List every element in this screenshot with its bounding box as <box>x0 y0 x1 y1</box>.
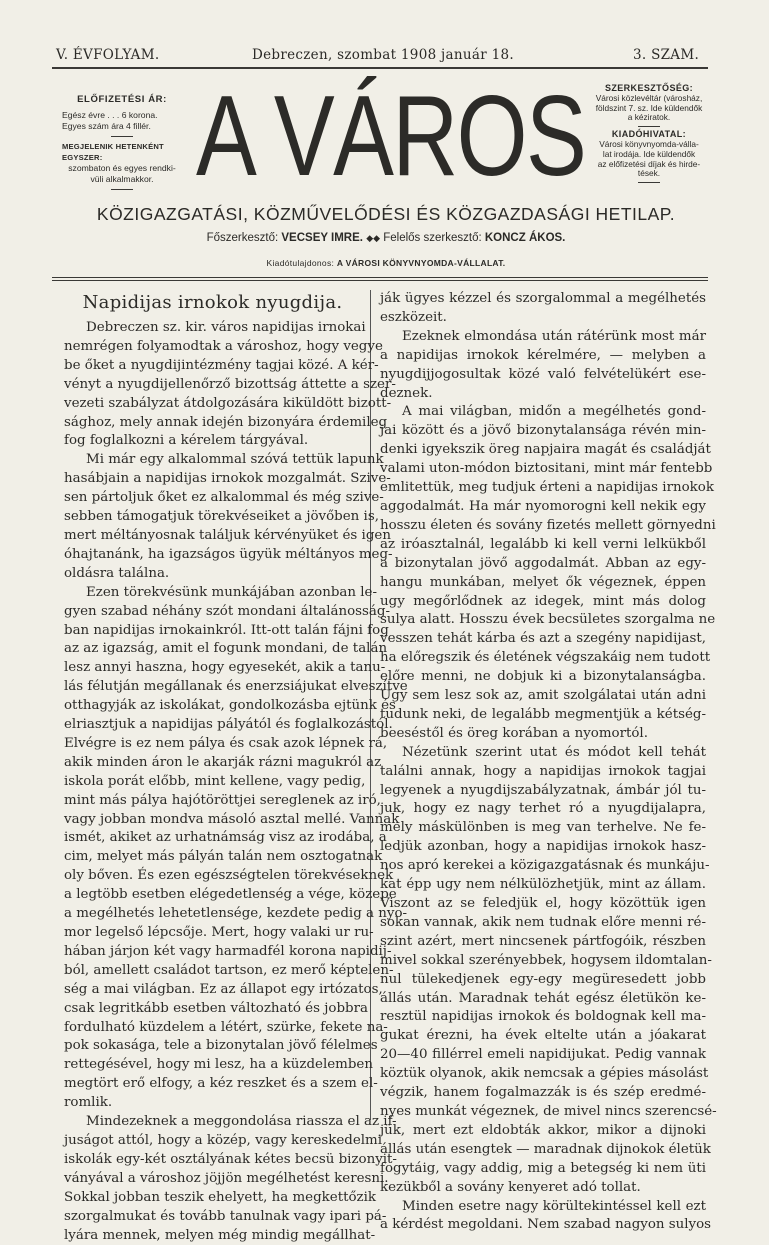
editorial-line: Városi közlevéltár (városház, <box>588 94 710 104</box>
article-line: mert méltányosnak találjuk kérvényüket és igen <box>64 527 361 546</box>
subscription-box <box>62 94 182 194</box>
subscription-line: Egész évre . . . 6 korona. <box>62 110 182 121</box>
article-line: mint más pálya hajótöröttjei sereglenek az iró, <box>64 792 361 811</box>
article-line: eszközeit. <box>380 309 706 328</box>
article-line: juk, hogy ez nagy terhet ró a nyugdijalapra, <box>380 800 706 819</box>
article-line: jük, mert ezt eldobták akkor, mikor a dijnoki <box>380 1122 706 1141</box>
article-line: sághoz, mely annak idején bizonyára érdemileg <box>64 414 361 433</box>
office-line: tések. <box>588 169 710 179</box>
header-rule <box>52 280 708 281</box>
article-line: hában járjon két vagy harmadfél korona napidij- <box>64 943 361 962</box>
article-line: tudunk neki, de legalább megmentjük a kétség- <box>380 706 706 725</box>
article-line: Mindezeknek a meggondolása riassza el az if- <box>64 1113 361 1132</box>
paper-subtitle: KÖZIGAZGATÁSI, KÖZMŰVELŐDÉSI ÉS KÖZGAZDASÁGI HETILAP. <box>46 204 726 225</box>
office-line: lat irodája. Ide küldendők <box>588 150 710 160</box>
article-line: ványával a városhoz jöjjön megélhetést keresni. <box>64 1170 361 1189</box>
article-line: lás félutján megállanak és enerzsiájukat elveszítve <box>64 678 361 697</box>
article-line: otthagyják az iskolákat, gondolkozásba ejtünk és <box>64 697 361 716</box>
article-line: szorgalmukat és tovább tanulnak vagy ipari pá- <box>64 1208 361 1227</box>
article-line: iskola porát előbb, mint kellene, vagy pedig, <box>64 773 361 792</box>
article-line: az az igazság, amit el fogunk mondani, de talán <box>64 640 361 659</box>
subscription-line: Egyes szám ára 4 fillér. <box>62 121 182 132</box>
article-line: nyes munkát végeznek, de mivel nincs szerencsé- <box>380 1103 706 1122</box>
article-line: Nézetünk szerint utat és módot kell tehát <box>380 744 706 763</box>
article-line: ugy megőrlődnek az idegek, mint más dolog <box>380 593 706 612</box>
article-line: iskolák egy-két osztályának kétes becsü bizonyit- <box>64 1151 361 1170</box>
article-line: a kérdést megoldani. Nem szabad nagyon sulyos <box>380 1216 706 1235</box>
article-line: Sokkal jobban teszik ehelyett, ha megkettőzik <box>64 1189 361 1208</box>
masthead-title: A VÁROS <box>196 82 492 192</box>
divider <box>111 189 133 190</box>
article-line: lyára mennek, melyen még mindig megállhat- <box>64 1227 361 1245</box>
editorial-heading: SZERKESZTŐSÉG: <box>588 84 710 94</box>
editorial-line: a kéziratok. <box>588 113 710 123</box>
article-line: legyenek a nyugdijszabályzatnak, ámbár jól tu- <box>380 782 706 801</box>
article-line: Minden esetre nagy körültekintéssel kell ezt <box>380 1198 706 1217</box>
issue-number: 3. SZAM. <box>633 47 699 63</box>
article-line: nemrégen folyamodtak a városhoz, hogy vegye <box>64 338 361 357</box>
article-line: romlik. <box>64 1094 361 1113</box>
publisher-label: Kiadótulajdonos: <box>267 258 335 268</box>
article-line: beeséstől és öreg korában a nyomortól. <box>380 725 706 744</box>
article-line: sokan vannak, akik nem tudnak előre menni ré- <box>380 914 706 933</box>
article-line: szint azért, mert nincsenek pártfogóik, részben <box>380 933 706 952</box>
article-line: Ezen törekvésünk munkájában azonban le- <box>64 584 361 603</box>
subscription-line: vüli alkalmakkor. <box>62 174 182 185</box>
article-line: ledjük azonban, hogy a napidijas irnokok hasz- <box>380 838 706 857</box>
article-line: be őket a nyugdijintézmény tagjai közé. A kér- <box>64 357 361 376</box>
article-line: fogytáig, vagy addig, mig a betegség ki nem üti <box>380 1160 706 1179</box>
divider <box>638 182 660 183</box>
article-line: ból, amellett családot tartson, ez merő képtelen- <box>64 962 361 981</box>
article-line: denki igyekszik öreg napjaira magát és családját <box>380 441 706 460</box>
article-line: Debreczen sz. kir. város napidijas irnokai <box>64 319 361 338</box>
article-line: mor legelső lépcsője. Mert, hogy valaki ur ru- <box>64 924 361 943</box>
article-line: végzik, hanem fogalmazzák is és szép eredmé- <box>380 1084 706 1103</box>
article-line: Ugy sem lesz sok az, amit szolgálatai után adni <box>380 687 706 706</box>
article-line: vagy jobban mondva másoló asztal mellé. Vannak <box>64 811 361 830</box>
divider <box>638 126 660 127</box>
article-line: kat épp ugy nem nélkülözhetjük, mint az állam. <box>380 876 706 895</box>
subscription-heading: ELŐFIZETÉSI ÁR: <box>62 94 182 105</box>
volume-label: V. ÉVFOLYAM. <box>56 47 159 63</box>
article-line: ség a mai világban. Ez az állapot egy irtózatos, <box>64 981 361 1000</box>
top-rule <box>52 67 708 69</box>
article-line: a bizonytalan jövő aggodalmát. Abban az egy- <box>380 555 706 574</box>
article-line: aggodalmát. Ha már nyomorogni kell nekik egy <box>380 498 706 517</box>
article-line: rettegésével, hogy mi lesz, ha a küzdelemben <box>64 1056 361 1075</box>
article-line: ják ügyes kézzel és szorgalommal a megélhetés <box>380 290 706 309</box>
article-line: a napidijas irnokok kérelmére, — melyben a <box>380 347 706 366</box>
dateline: Debreczen, szombat 1908 január 18. <box>252 47 514 63</box>
article-line: megtört erő elfogy, a kéz reszket és a szem el- <box>64 1075 361 1094</box>
article-line: az iróasztalnál, legalább ki kell verni lelkükből <box>380 536 706 555</box>
separator-ornament: ◆◆ <box>366 233 380 243</box>
article-line: kezükből a sovány kenyeret adó tollat. <box>380 1179 706 1198</box>
article-line: találni annak, hogy a napidijas irnokok tagjai <box>380 763 706 782</box>
article-line: Viszont az se feledjük el, hogy közöttük igen <box>380 895 706 914</box>
article-line: akik minden áron le akarják rázni magukról az <box>64 754 361 773</box>
article-line: oldásra találna. <box>64 565 361 584</box>
article-line: vényt a nyugdijellenőrző bizottság áttette a szer- <box>64 376 361 395</box>
article-line: sulya alatt. Hosszu évek becsületes szorgalma ne <box>380 611 706 630</box>
article-line: nos apró kerekei a közigazgatásnak és munkáju- <box>380 857 706 876</box>
article-line: vezeti szabályzat átdolgozására kiküldött bizott- <box>64 395 361 414</box>
editorial-line: földszint 7. sz. Ide küldendők <box>588 104 710 114</box>
article-line: 20—40 fillérrel emeli napidijukat. Pedig vannak <box>380 1046 706 1065</box>
article-line: cim, melyet más pályán talán nem osztogatnak <box>64 848 361 867</box>
resp-editor-name: KONCZ ÁKOS. <box>485 232 566 244</box>
frequency-heading: MEGJELENIK HETENKÉNT EGYSZER: <box>62 141 182 163</box>
publisher-name: A VÁROSI KÖNYVNYOMDA-VÁLLALAT. <box>337 258 506 268</box>
article-line: jai között és a jövő bizonytalansága révén min- <box>380 422 706 441</box>
article-line: hasábjain a napidijas irnokok mozgalmát. Szive- <box>64 470 361 489</box>
article-line: emlitettük, meg tudjuk érteni a napidijas irnokok <box>380 479 706 498</box>
article-line: sen pártoljuk őket ez alkalommal és még szive- <box>64 489 361 508</box>
article-line: állás után. Maradnak tehát egész életükön ke- <box>380 990 706 1009</box>
article-line: oly bőven. És ezen egészségtelen törekvéseknek <box>64 867 361 886</box>
article-right-column <box>380 290 706 1235</box>
article-line: valami uton-módon biztositani, mint már fentebb <box>380 460 706 479</box>
divider <box>111 136 133 137</box>
publisher-line <box>46 258 726 268</box>
article-line: hangu munkában, melyet ők végeznek, éppen <box>380 574 706 593</box>
article-line: a legtöbb esetben elégedetlenség a vége, közepe <box>64 886 361 905</box>
article-left-column <box>64 290 361 1245</box>
editorial-box <box>588 84 710 186</box>
article-line: óhajtanánk, ha igazságos ügyük méltányos meg- <box>64 546 361 565</box>
article-line: mely máskülönben is meg van terhelve. Ne fe- <box>380 819 706 838</box>
article-title: Napidijas irnokok nyugdija. <box>64 290 361 314</box>
article-line: resztül napidijas irnokok és boldognak kell ma- <box>380 1008 706 1027</box>
article-line: deznek. <box>380 385 706 404</box>
article-line: gyen szabad néhány szót mondani általánosság- <box>64 603 361 622</box>
article-line: fog foglalkozni a kérelem tárgyával. <box>64 432 361 451</box>
office-line: az előfizetési díjak és hirde- <box>588 160 710 170</box>
article-line: lesz annyi haszna, hogy egyesekét, akik a tanu- <box>64 659 361 678</box>
article-line: juságot attól, hogy a közép, vagy kereskedelmi <box>64 1132 361 1151</box>
article-line: vesszen tehát kárba és azt a szegény napidijast, <box>380 630 706 649</box>
article-line: gukat érezni, ha évek eltelte után a jóakarat <box>380 1027 706 1046</box>
article-line: fordulható küzdelem a létért, szürke, fekete na- <box>64 1019 361 1038</box>
article-line: pok sokasága, tele a bizonytalan jövő félelmes <box>64 1037 361 1056</box>
article-line: sebben támogatjuk törekvéseiket a jövőben is, <box>64 508 361 527</box>
article-line: Mi már egy alkalommal szóvá tettük lapunk <box>64 451 361 470</box>
article-line: köztük olyanok, akik nemcsak a gépies másolást <box>380 1065 706 1084</box>
article-line: ismét, akiket az urhatnámság visz az irodába, a <box>64 829 361 848</box>
header-rule <box>52 277 708 278</box>
article-line: állás után esengtek — maradnak dijnokok életük <box>380 1141 706 1160</box>
article-line: Elvégre is ez nem pálya és csak azok lépnek rá, <box>64 735 361 754</box>
editors-line <box>46 232 726 244</box>
article-line: hosszu életen és sovány fizetés mellett görnyedni <box>380 517 706 536</box>
office-line: Városi könyvnyomda-válla- <box>588 140 710 150</box>
article-line: Ezeknek elmondása után rátérünk most már <box>380 328 706 347</box>
article-line: nyugdijjogosultak közé való felvételükért ese- <box>380 366 706 385</box>
article-line: A mai világban, midőn a megélhetés gond- <box>380 403 706 422</box>
editor-label: Főszerkesztő: <box>207 232 279 244</box>
subscription-line: szombaton és egyes rendki- <box>62 163 182 174</box>
article-line: nul tülekedjenek egy-egy megüresedett jobb <box>380 971 706 990</box>
article-line: ha előregszik és életének végszakáig nem tudott <box>380 649 706 668</box>
article-line: elriasztjuk a napidijas pályától és foglalkozástól. <box>64 716 361 735</box>
article-line: a megélhetés lehetetlensége, kezdete pedig a nyo- <box>64 905 361 924</box>
top-line <box>0 47 769 67</box>
article-line: ban napidijas irnokainkról. Itt-ott talán fájni fog <box>64 622 361 641</box>
article-line: előre menni, ne dobjuk ki a bizonytalanságba. <box>380 668 706 687</box>
editor-name: VECSEY IMRE. <box>281 232 363 244</box>
office-heading: KIADÓHIVATAL: <box>588 130 710 140</box>
article-line: mivel sokkal szerényebbek, hogysem ildomtalan- <box>380 952 706 971</box>
resp-editor-label: Felelős szerkesztő: <box>383 232 481 244</box>
article-line: csak legritkább esetben változható és jobbra <box>64 1000 361 1019</box>
